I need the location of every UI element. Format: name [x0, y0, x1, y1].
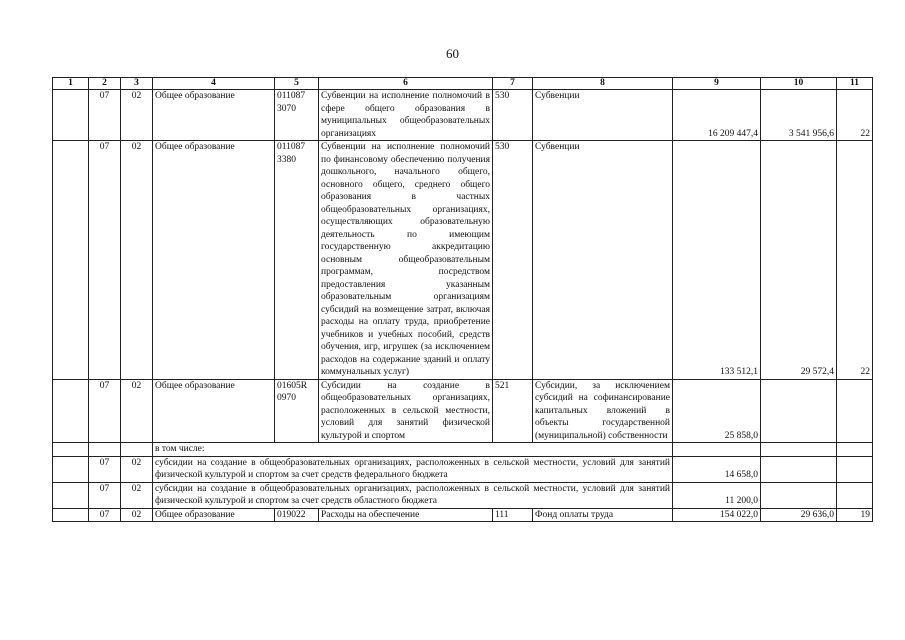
table-row [53, 456, 873, 482]
cell-amount: 25 858,0 [673, 379, 761, 443]
cell-section: 07 [89, 379, 121, 443]
col-header: 8 [533, 78, 673, 90]
cell-subsection: 02 [121, 508, 153, 522]
budget-table [52, 77, 873, 522]
cell-col1 [53, 456, 89, 482]
col-header: 3 [121, 78, 153, 90]
table-row [53, 508, 873, 522]
cell-section: 07 [89, 141, 121, 380]
cell-col11: 19 [837, 508, 873, 522]
cell-subsection: 02 [121, 379, 153, 443]
cell-expense-type: 111 [493, 508, 533, 522]
col-header: 5 [275, 78, 319, 90]
cell-amount: 16 209 447,4 [673, 90, 761, 141]
cell-name: Общее образование [153, 379, 275, 443]
table-row [53, 141, 873, 380]
cell-col11 [837, 482, 873, 508]
cell-col11: 22 [837, 90, 873, 141]
cell-expense-name: Субсидии, за исключением субсидий на софинансирование капитальных вложений в объекты государственной (муниципальной) собственности [533, 379, 673, 443]
col-header: 4 [153, 78, 275, 90]
table-row [53, 379, 873, 443]
cell-col11 [837, 443, 873, 457]
cell-amount-2: 3 541 956,6 [761, 90, 837, 141]
cell-description: Субсидии на создание в общеобразовательных организациях, расположенных в сельской местности, условий для занятий физической культурой и спортом [319, 379, 493, 443]
table-row [53, 90, 873, 141]
cell-amount-2: 29 636,0 [761, 508, 837, 522]
page-number: 60 [446, 46, 459, 61]
cell-col1 [53, 379, 89, 443]
cell-amount: 14 658,0 [673, 456, 761, 482]
cell-section: 07 [89, 508, 121, 522]
col-header: 6 [319, 78, 493, 90]
cell-col1 [53, 482, 89, 508]
cell-description: Расходы на обеспечение [319, 508, 493, 522]
cell-col1 [53, 90, 89, 141]
cell-amount-2 [761, 482, 837, 508]
cell-name: Общее образование [153, 508, 275, 522]
cell-target-article: 011087 3070 [275, 90, 319, 141]
header-row [53, 78, 873, 90]
cell-expense-type: 530 [493, 90, 533, 141]
cell-expense-type: 521 [493, 379, 533, 443]
cell-amount: 11 200,0 [673, 482, 761, 508]
cell-including-label: в том числе: [153, 443, 673, 457]
cell-amount-2 [761, 456, 837, 482]
cell-section: 07 [89, 456, 121, 482]
col-header: 1 [53, 78, 89, 90]
cell-target-article: 011087 3380 [275, 141, 319, 380]
cell-subsection: 02 [121, 90, 153, 141]
cell-expense-type: 530 [493, 141, 533, 380]
cell-amount-2 [761, 443, 837, 457]
cell-subsection: 02 [121, 456, 153, 482]
cell-expense-name: Субвенции [533, 141, 673, 380]
cell-col1 [53, 141, 89, 380]
table-row [53, 443, 873, 457]
cell-col11 [837, 456, 873, 482]
cell-subsection [121, 443, 153, 457]
cell-section: 07 [89, 90, 121, 141]
cell-subsection: 02 [121, 482, 153, 508]
cell-amount: 154 022,0 [673, 508, 761, 522]
cell-amount: 133 512,1 [673, 141, 761, 380]
cell-col1 [53, 508, 89, 522]
col-header: 9 [673, 78, 761, 90]
cell-description: Субвенции на исполнение полномочий по финансовому обеспечению получения дошкольного, начального общего, основного общего, среднего общего образования в частных общеобразовательных организациях, осуществляющих образовательную деятельность по имеющим государственную аккредитацию основным общеобразовательным программам, посредством предоставления указанным образовательным организациям субсидий на возмещение затрат, включая расходы на оплату труда, приобретение учебников и учебных пособий, средств обучения, игр, игрушек (за исключением расходов на содержание зданий и оплату коммунальных услуг) [319, 141, 493, 380]
cell-target-article: 01605R 0970 [275, 379, 319, 443]
table-row [53, 482, 873, 508]
cell-subsidy-description: субсидии на создание в общеобразовательных организациях, расположенных в сельской местности, условий для занятий физической культурой и спортом за счет средств федерального бюджета [153, 456, 673, 482]
cell-target-article: 019022 [275, 508, 319, 522]
cell-amount-2 [761, 379, 837, 443]
cell-name: Общее образование [153, 141, 275, 380]
cell-amount [673, 443, 761, 457]
cell-subsidy-description: субсидии на создание в общеобразовательных организациях, расположенных в сельской местности, условий для занятий физической культурой и спортом за счет средств областного бюджета [153, 482, 673, 508]
cell-expense-name: Фонд оплаты труда [533, 508, 673, 522]
col-header: 7 [493, 78, 533, 90]
cell-expense-name: Субвенции [533, 90, 673, 141]
cell-col1 [53, 443, 89, 457]
cell-subsection: 02 [121, 141, 153, 380]
cell-amount-2: 29 572,4 [761, 141, 837, 380]
cell-col11: 22 [837, 141, 873, 380]
col-header: 10 [761, 78, 837, 90]
cell-section [89, 443, 121, 457]
cell-col11 [837, 379, 873, 443]
cell-section: 07 [89, 482, 121, 508]
col-header: 2 [89, 78, 121, 90]
col-header: 11 [837, 78, 873, 90]
cell-name: Общее образование [153, 90, 275, 141]
cell-description: Субвенции на исполнение полномочий в сфере общего образования в муниципальных общеобразовательных организациях [319, 90, 493, 141]
